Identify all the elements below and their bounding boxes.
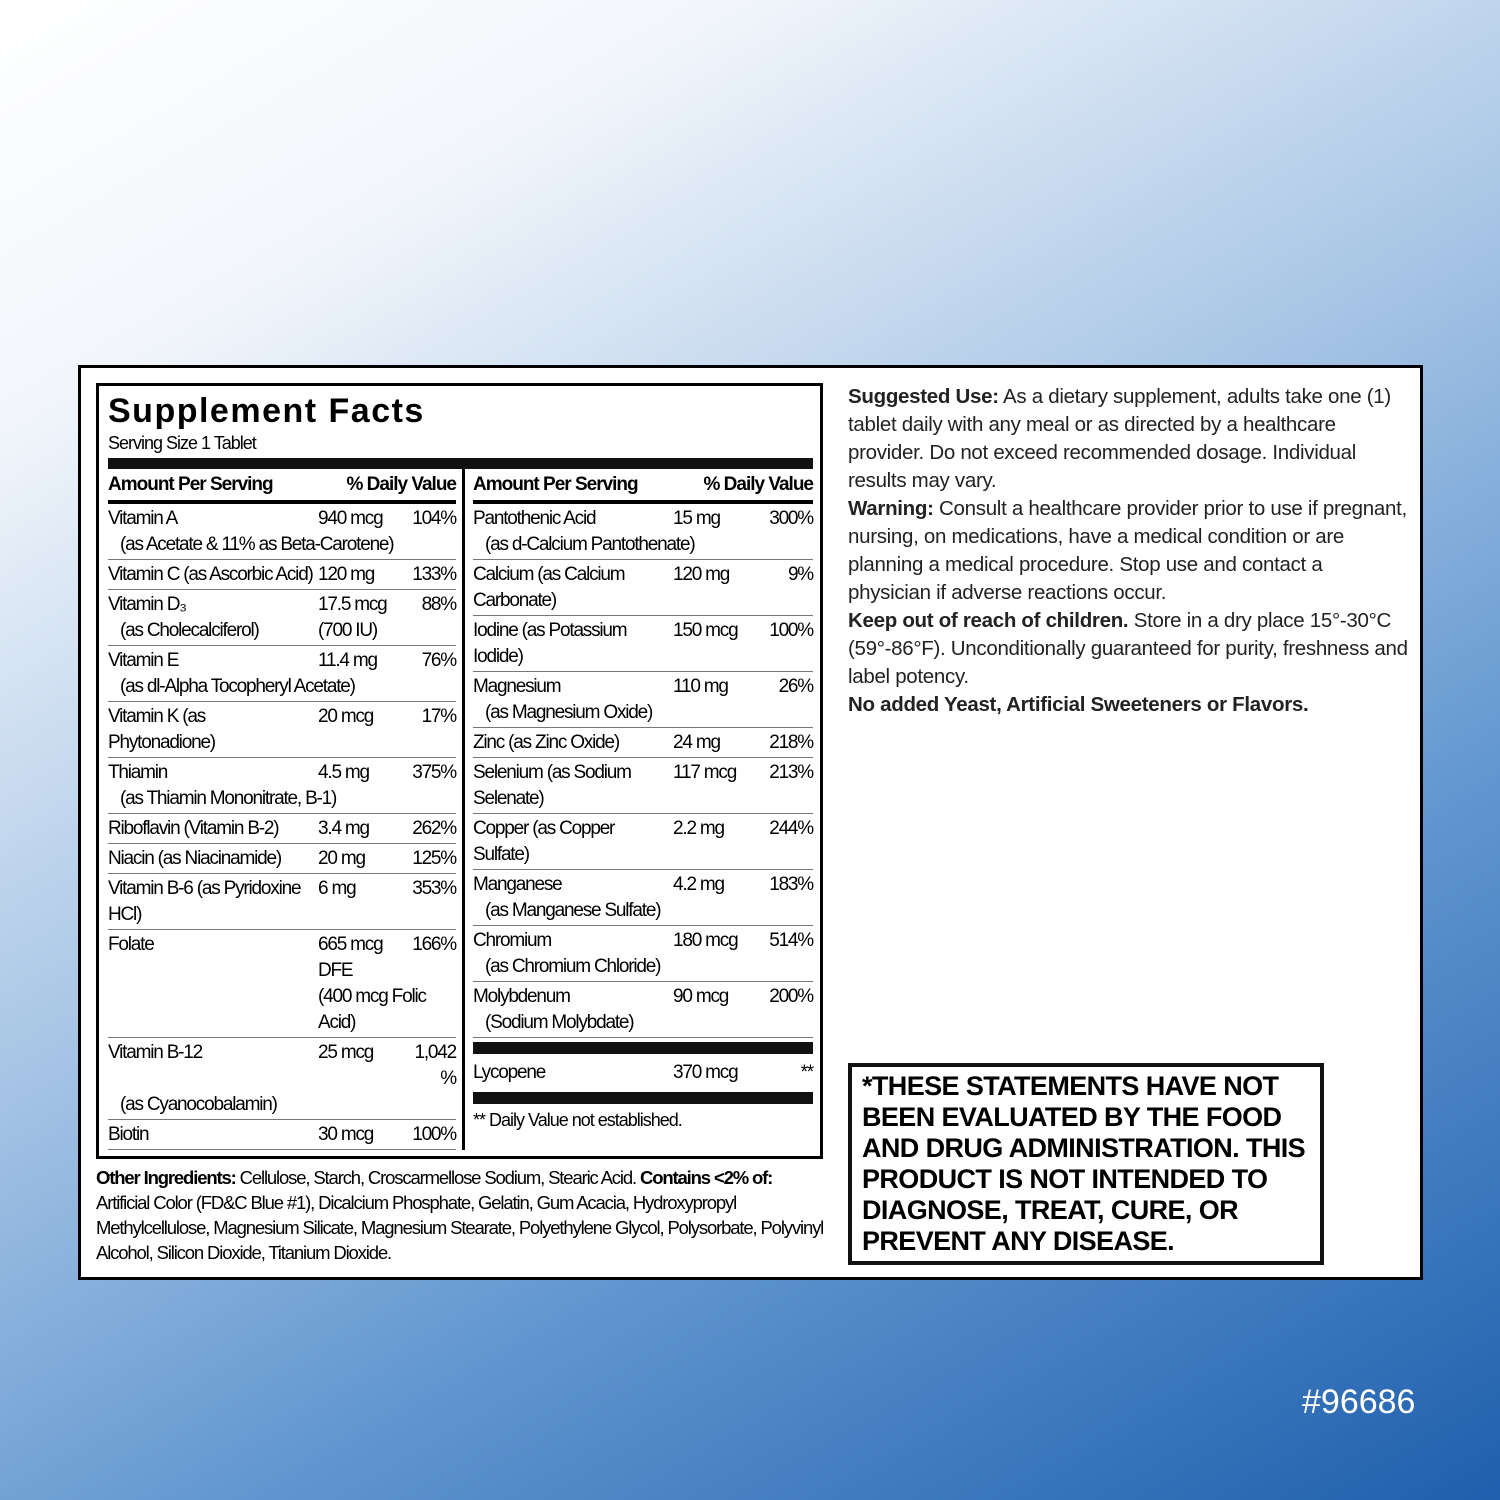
nutrient-amount: 15 mg	[673, 508, 720, 529]
warning-text: Consult a healthcare provider prior to use if pregnant, nursing, on medications, have a medical condition or are planning a medical procedure. Stop use and contact a physician if adverse reactions occur.	[848, 497, 1407, 604]
divider-bar	[473, 1042, 813, 1054]
nutrient-amount: 20 mg	[318, 848, 365, 869]
product-label	[78, 365, 1423, 1280]
divider-bar	[473, 1092, 813, 1104]
nutrient-source: (as dl-Alpha Tocopheryl Acetate)	[120, 676, 355, 697]
nutrient-dv: 100%	[769, 620, 813, 641]
nutrient-dv: 262%	[412, 818, 456, 839]
nutrient-dv: 300%	[769, 508, 813, 529]
left-column	[108, 469, 465, 1150]
nutrient-name: Zinc (as Zinc Oxide)	[473, 732, 619, 753]
fda-disclaimer: *THESE STATEMENTS HAVE NOT BEEN EVALUATED BY THE FOOD AND DRUG ADMINISTRATION. THIS PRODUCT IS NOT INTENDED TO DIAGNOSE, TREAT, CURE, OR PREVENT ANY DISEASE.	[848, 1063, 1324, 1265]
other-ingredients-text: Cellulose, Starch, Croscarmellose Sodium, Stearic Acid.	[235, 1167, 640, 1188]
nutrient-amount: 17.5 mcg	[318, 594, 387, 615]
storage-text: Store in a dry place 15°-30°C (59°-86°F). Unconditionally guaranteed for purity, freshness and label potency.	[848, 609, 1408, 688]
nutrient-dv: 375%	[412, 762, 456, 783]
nutrient-name: Biotin	[108, 1124, 149, 1145]
nutrient-amount: 180 mcg	[673, 930, 738, 951]
nutrient-source: (as Cyanocobalamin)	[120, 1094, 277, 1115]
nutrient-row	[108, 1038, 456, 1120]
product-number: #96686	[1302, 1383, 1416, 1421]
nutrient-row	[473, 728, 813, 758]
nutrient-row	[473, 870, 813, 926]
nutrient-name: Vitamin E	[108, 650, 179, 671]
nutrient-name: Chromium	[473, 930, 552, 951]
nutrient-row	[473, 672, 813, 728]
nutrient-dv: 88%	[421, 594, 456, 615]
other-ingredients-label: Other Ingredients:	[96, 1167, 236, 1188]
keep-out-label: Keep out of reach of children.	[848, 609, 1129, 632]
nutrient-dv: 183%	[769, 874, 813, 895]
nutrient-amount: 4.5 mg	[318, 762, 369, 783]
nutrient-dv: 218%	[769, 732, 813, 753]
nutrient-amount: 4.2 mg	[673, 874, 724, 895]
nutrient-row	[473, 982, 813, 1038]
nutrient-name: Riboflavin (Vitamin B-2)	[108, 818, 279, 839]
nutrient-dv: 26%	[778, 676, 813, 697]
warning-label: Warning:	[848, 497, 934, 520]
nutrient-name: Vitamin B-6 (as Pyridoxine HCl)	[108, 878, 301, 925]
contains-label: Contains <2% of:	[640, 1167, 773, 1188]
nutrient-amount-alt: (400 mcg Folic Acid)	[318, 986, 426, 1033]
nutrient-amount: 110 mg	[673, 676, 728, 697]
nutrient-source: (as Acetate & 11% as Beta-Carotene)	[120, 534, 394, 555]
nutrient-row-lycopene	[473, 1054, 813, 1092]
nutrient-amount: 940 mcg	[318, 508, 383, 529]
nutrient-dv: 125%	[412, 848, 456, 869]
usage-text	[848, 383, 1408, 719]
nutrient-amount: 20 mcg	[318, 706, 374, 727]
nutrient-amount: 30 mcg	[318, 1124, 374, 1145]
header-daily-value: % Daily Value	[346, 473, 456, 495]
no-added-statement: No added Yeast, Artificial Sweeteners or Flavors.	[848, 693, 1309, 716]
nutrient-name: Iodine (as Potassium Iodide)	[473, 620, 627, 667]
nutrient-name: Manganese	[473, 874, 562, 895]
nutrient-row	[108, 930, 456, 1038]
nutrient-amount: 6 mg	[318, 878, 356, 899]
nutrient-name: Niacin (as Niacinamide)	[108, 848, 282, 869]
nutrient-name: Vitamin B-12	[108, 1042, 203, 1063]
suggested-use-text: As a dietary supplement, adults take one (1) tablet daily with any meal or as directed by a healthcare provider. Do not exceed recommended dosage. Individual results may vary.	[848, 385, 1391, 492]
nutrient-row	[108, 702, 456, 758]
nutrient-dv: 9%	[787, 564, 813, 585]
nutrient-name: Vitamin K (as Phytonadione)	[108, 706, 215, 753]
nutrient-row	[108, 844, 456, 874]
nutrient-name: Pantothenic Acid	[473, 508, 596, 529]
nutrient-name: Selenium (as Sodium Selenate)	[473, 762, 631, 809]
nutrient-source: (as Chromium Chloride)	[485, 956, 661, 977]
nutrient-amount: 665 mcg DFE	[318, 934, 383, 981]
nutrient-row	[108, 504, 456, 560]
nutrient-name: Thiamin	[108, 762, 168, 783]
nutrient-source: (Sodium Molybdate)	[485, 1012, 634, 1033]
header-amount: Amount Per Serving	[473, 473, 638, 495]
nutrient-amount: 24 mg	[673, 732, 720, 753]
nutrient-dv: 353%	[412, 878, 456, 899]
nutrient-name: Lycopene	[473, 1062, 546, 1083]
right-column	[465, 469, 813, 1150]
nutrient-dv: 200%	[769, 986, 813, 1007]
nutrient-name: Vitamin D₃	[108, 594, 186, 615]
nutrient-dv: 213%	[769, 762, 813, 783]
nutrient-name: Vitamin C (as Ascorbic Acid)	[108, 564, 313, 585]
nutrient-source: (as d-Calcium Pantothenate)	[485, 534, 695, 555]
nutrient-amount: 117 mcg	[673, 762, 737, 783]
nutrient-row	[108, 1120, 456, 1150]
nutrient-source: (as Manganese Sulfate)	[485, 900, 661, 921]
nutrient-row	[108, 590, 456, 646]
nutrient-row	[108, 874, 456, 930]
supplement-facts-panel	[96, 383, 823, 1159]
nutrient-amount: 120 mg	[673, 564, 730, 585]
nutrient-row	[473, 560, 813, 616]
nutrient-dv: 244%	[769, 818, 813, 839]
nutrient-amount: 11.4 mg	[318, 650, 377, 671]
nutrient-source: (as Magnesium Oxide)	[485, 702, 653, 723]
panel-title: Supplement Facts	[108, 392, 425, 430]
nutrient-name: Molybdenum	[473, 986, 570, 1007]
nutrient-amount-alt: (700 IU)	[318, 620, 378, 641]
other-ingredients	[96, 1165, 826, 1265]
nutrient-name: Folate	[108, 934, 154, 955]
nutrient-dv: 1,042%	[414, 1042, 456, 1089]
nutrient-dv: 76%	[421, 650, 456, 671]
nutrient-name: Magnesium	[473, 676, 561, 697]
contains-text: Artificial Color (FD&C Blue #1), Dicalcium Phosphate, Gelatin, Gum Acacia, Hydroxypropyl Methylcellulose, Magnesium Silicate, Magnesium Stearate, Polyethylene Glycol, Polysorbate, Polyvinyl Alcohol, Silicon Dioxide, Titanium Dioxide.	[96, 1192, 824, 1263]
nutrient-row	[473, 758, 813, 814]
nutrient-row	[108, 560, 456, 590]
nutrient-row	[108, 646, 456, 702]
nutrient-dv: 17%	[421, 706, 456, 727]
nutrient-amount: 370 mcg	[673, 1062, 738, 1083]
nutrient-source: (as Thiamin Mononitrate, B-1)	[120, 788, 337, 809]
nutrient-name: Vitamin A	[108, 508, 178, 529]
nutrient-name: Calcium (as Calcium Carbonate)	[473, 564, 625, 611]
nutrient-source: (as Cholecalciferol)	[120, 620, 259, 641]
nutrient-row	[473, 504, 813, 560]
nutrient-dv: **	[800, 1062, 813, 1083]
header-amount: Amount Per Serving	[108, 473, 273, 495]
header-daily-value: % Daily Value	[703, 473, 813, 495]
divider-bar	[108, 458, 813, 469]
nutrient-amount: 90 mcg	[673, 986, 729, 1007]
nutrient-row	[108, 814, 456, 844]
nutrient-row	[473, 616, 813, 672]
serving-size: Serving Size 1 Tablet	[108, 433, 256, 453]
nutrient-dv: 166%	[412, 934, 456, 955]
nutrient-dv: 514%	[769, 930, 813, 951]
nutrient-dv: 100%	[412, 1124, 456, 1145]
nutrient-row	[108, 758, 456, 814]
facts-area	[96, 383, 826, 1265]
nutrient-amount: 3.4 mg	[318, 818, 369, 839]
column-header	[108, 469, 456, 504]
suggested-use-label: Suggested Use:	[848, 385, 999, 408]
nutrient-row	[473, 926, 813, 982]
footnote: ** Daily Value not established.	[473, 1110, 682, 1130]
nutrient-amount: 2.2 mg	[673, 818, 724, 839]
nutrient-row	[473, 814, 813, 870]
nutrient-dv: 133%	[412, 564, 456, 585]
nutrient-name: Copper (as Copper Sulfate)	[473, 818, 615, 865]
nutrient-amount: 150 mcg	[673, 620, 738, 641]
nutrient-dv: 104%	[412, 508, 456, 529]
nutrient-amount: 120 mg	[318, 564, 375, 585]
nutrient-amount: 25 mcg	[318, 1042, 374, 1063]
column-header	[473, 469, 813, 504]
usage-area	[848, 383, 1408, 1265]
